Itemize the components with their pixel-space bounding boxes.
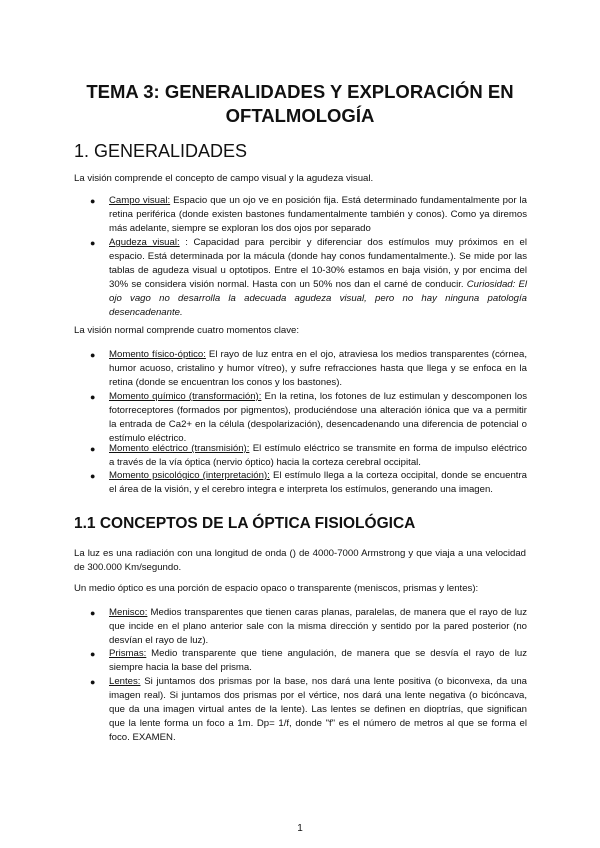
list-item-term: Momento psicológico (interpretación): (109, 470, 270, 481)
optical-medium-paragraph: Un medio óptico es una porción de espacio opaco o transparente (meniscos, prismas y lentes): (74, 583, 479, 594)
list-item-term: Lentes: (109, 676, 141, 687)
bullet-icon: ● (90, 444, 96, 454)
list-item-text: El rayo de luz entra en el ojo, atraviesa los medios transparentes (córnea, humor acuoso, cristalino y humor vítreo), y sufre refracciones hasta que llega y se enfoca en la retina (donde se encuentran los conos y los bastones). (109, 349, 527, 388)
list-item-lentes (90, 675, 527, 745)
page-title: TEMA 3: GENERALIDADES Y EXPLORACIÓN EN OFTALMOLOGÍA (86, 81, 514, 126)
list-item-agudeza-visual (90, 236, 527, 320)
list-item-text: Si juntamos dos prismas por la base, nos dará una lente positiva (o biconvexa, da una imagen real). Si juntamos dos prismas por el vértice, nos dará una lente negativa (o bicóncava, que da una imagen virtual antes de la lente). Las lentes se definen en dioptrías, que significan que la lente forma un foco a 1m. Dp= 1/f, donde "f" es el número de metros al que se forma el foco. EXAMEN. (109, 676, 527, 743)
list-item-momento-psicologico (90, 469, 527, 497)
intro2-paragraph: La visión normal comprende cuatro momentos clave: (74, 325, 300, 336)
list-item-momento-quimico (90, 390, 528, 446)
list-item-text: El estímulo eléctrico se transmite en forma de impulso eléctrico a través de la vía óptica (nervio óptico) hacia la corteza cerebral occipital. (109, 443, 528, 468)
list-item-term: Momento químico (transformación): (109, 391, 262, 402)
list-item-prismas (90, 647, 527, 675)
section-heading-generalidades: 1. GENERALIDADES (74, 141, 248, 161)
list-item-text: El estímulo llega a la corteza occipital, donde se encuentra el área de la visión, y el cerebro integra e interpreta los estímulos, generando una imagen. (109, 470, 527, 495)
list-item-term: Menisco: (109, 607, 148, 618)
list-item-text: : Capacidad para percibir y diferenciar dos estímulos muy próximos en el espacio. Está determinada por la mácula (donde hay conos fundamentalmente.). Se mide por las tablas de agudeza visual u optotipos. Entre el 10-30% estamos en baja visión, y por encima del 30% se considera visión normal. Hasta con un 50% nos dan el carné de conducir. (109, 237, 527, 290)
list-item-term: Momento eléctrico (transmisión): (109, 443, 250, 454)
bullet-icon: ● (90, 238, 96, 248)
curiosity-note: Curiosidad: El ojo vago no desarrolla la adecuada agudeza visual, pero no hay ninguna patología desencadenante. (109, 279, 527, 318)
list-item-momento-electrico (90, 442, 528, 470)
list-item-menisco (90, 606, 527, 648)
bullet-icon: ● (90, 649, 96, 659)
list-item-campo-visual (90, 194, 527, 236)
bullet-icon: ● (90, 196, 96, 206)
bullet-icon: ● (90, 392, 96, 402)
bullet-icon: ● (90, 677, 96, 687)
list-item-text: En la retina, los fotones de luz estimulan y descomponen los fotorreceptores (formados por pigmentos), produciéndose una alteración iónica que va a permitir la entrada de Ca2+ en la célula (despolarización), desencadenando una diferencia de potencial o estímulo eléctrico. (109, 391, 528, 444)
list-item-text: Medios transparentes que tienen caras planas, paralelas, de manera que el rayo de luz que incide en el plano anterior sale con la misma dirección y sentido por la pared posterior (no desvían el rayo de luz). (109, 607, 527, 646)
light-paragraph: La luz es una radiación con una longitud de onda () de 4000-7000 Armstrong y que viaja a una velocidad de 300.000 Km/segundo. (74, 548, 526, 573)
list-item-text: Espacio que un ojo ve en posición fija. Está determinado fundamentalmente por la retina periférica (donde existen bastones fundamentalmente también y conos). Como ya diremos más adelante, siempre se exploran los dos ojos por separado (109, 195, 527, 234)
list-item-text: Medio transparente que tiene angulación, de manera que se desvía el rayo de luz siempre hacia la base del prisma. (109, 648, 527, 673)
list-item-term: Agudeza visual: (109, 237, 180, 248)
section-heading-optica-fisiologica: 1.1 CONCEPTOS DE LA ÓPTICA FISIOLÓGICA (74, 515, 416, 532)
bullet-icon: ● (90, 608, 96, 618)
bullet-icon: ● (90, 350, 96, 360)
page-number: 1 (297, 823, 303, 834)
list-item-term: Campo visual: (109, 195, 171, 206)
intro-paragraph: La visión comprende el concepto de campo visual y la agudeza visual. (74, 173, 374, 184)
bullet-icon: ● (90, 471, 96, 481)
list-item-momento-fisico-optico (90, 348, 527, 390)
list-item-term: Momento físico-óptico: (109, 349, 206, 360)
list-item-term: Prismas: (109, 648, 147, 659)
